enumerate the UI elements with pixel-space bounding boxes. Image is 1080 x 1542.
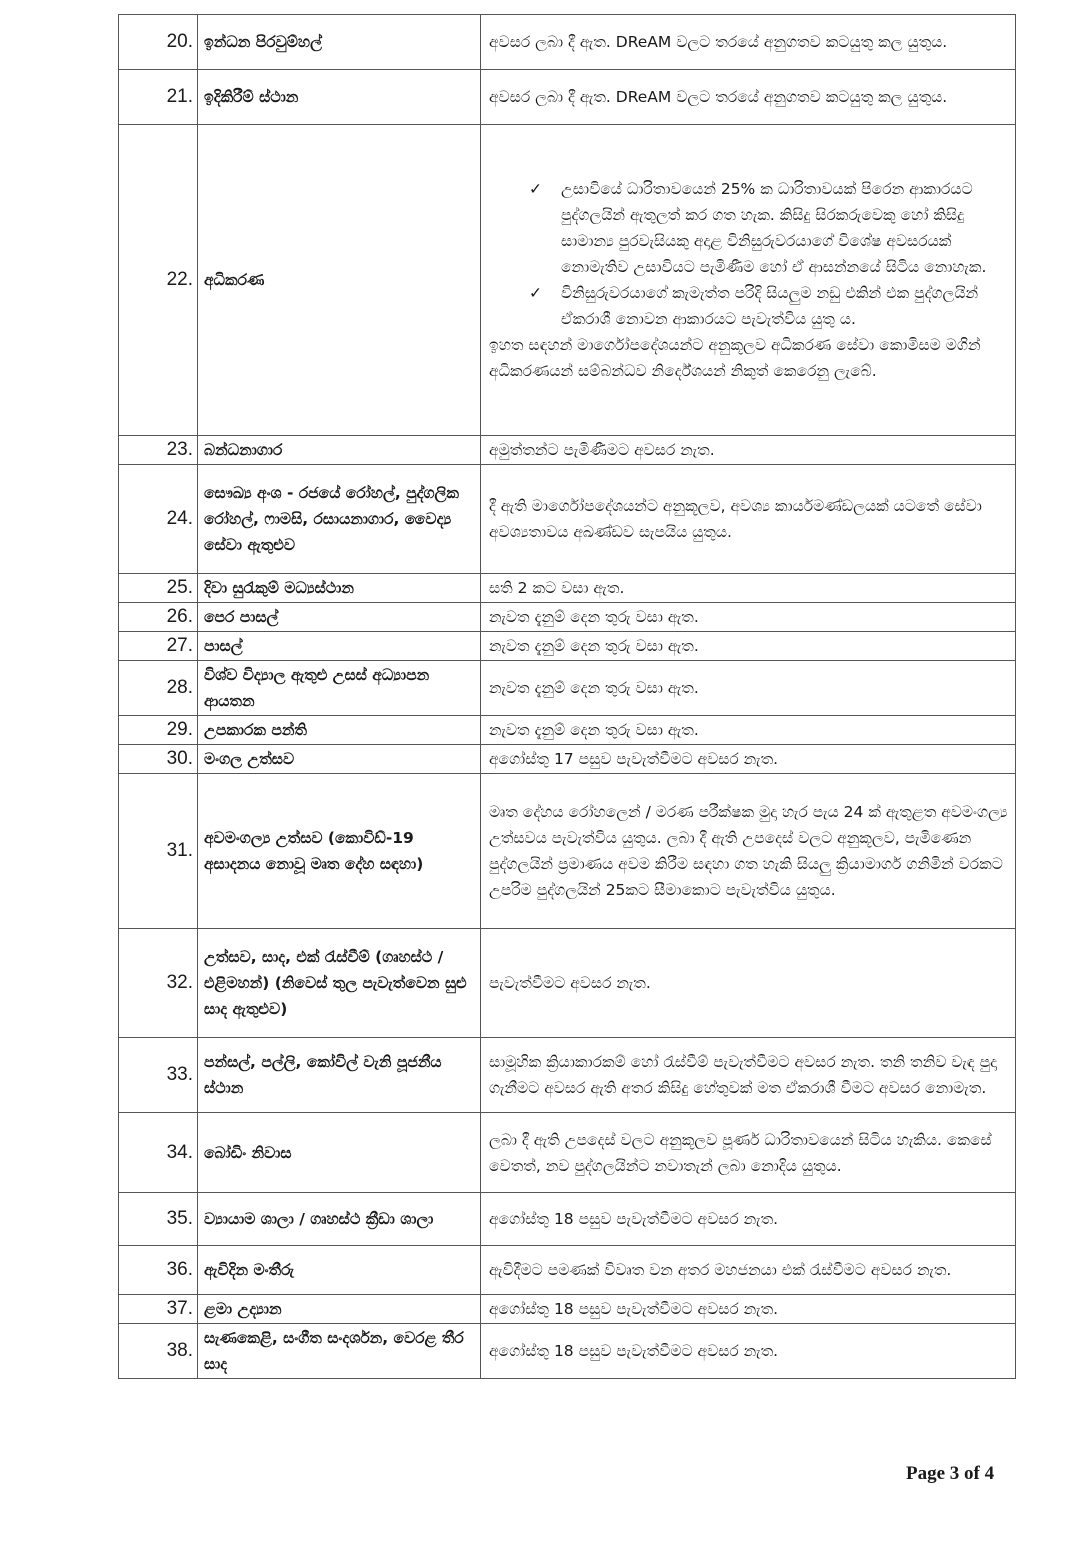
facility-name: පෙර පාසල් <box>198 603 481 632</box>
rule-bullet: ✓ උසාවියේ ධාරිතාවයෙන් 25% ක ධාරිතාවයක් පිරෙන ආකාරයට පුද්ගලයින් ඇතුලත් කර ගත හැක. කිසිදු සිරකරුවෙකු හෝ කිසිදු සාමාන්‍ය පුරවැසියකු අදාළ විනිසුරුවරයාගේ විශේෂ අවසරයක් නොමැතිව උසාවියට පැමිණීම හෝ ඒ ආසන්නයේ සිටිය නොහැක. <box>561 176 1009 280</box>
table-row <box>119 465 1016 574</box>
rule-text: නැවත දැනුම් දෙන තුරු වසා ඇත. <box>481 632 1016 661</box>
rule-text: අමුත්තන්ට පැමිණීමට අවසර නැත. <box>481 436 1016 465</box>
facility-name: උත්සව, සාද, එක් රැස්වීම් (ගෘහස්ථ / එළිමහන්) (නිවෙස් තුල පැවැත්වෙන සුළු සාද ඇතුළුව) <box>198 929 481 1038</box>
row-number: 21. <box>119 70 198 125</box>
table-row <box>119 1246 1016 1295</box>
row-number: 22. <box>119 125 198 436</box>
facility-name: ඇවිදින මංතීරු <box>198 1246 481 1295</box>
rule-text: අගෝස්තු 18 පසුව පැවැත්වීමට අවසර නැත. <box>481 1295 1016 1324</box>
rule-text: අගෝස්තු 18 පසුව පැවැත්වීමට අවසර නැත. <box>481 1324 1016 1379</box>
facility-name: උපකාරක පන්ති <box>198 716 481 745</box>
row-number: 34. <box>119 1113 198 1193</box>
row-number: 36. <box>119 1246 198 1295</box>
facility-name: අධිකරණ <box>198 125 481 436</box>
rule-text: දී ඇති මාර්ගෝපදේශයන්ට අනුකූලව, අවශ්‍ය කාර්යමණ්ඩලයක් යටතේ සේවා අවශ්‍යතාවය අඛණ්ඩව සැපයිය යුතුය. <box>481 465 1016 574</box>
table-row <box>119 774 1016 929</box>
row-number: 28. <box>119 661 198 716</box>
table-row <box>119 1324 1016 1379</box>
row-number: 27. <box>119 632 198 661</box>
rule-text: සති 2 කට වසා ඇත. <box>481 574 1016 603</box>
table-row <box>119 574 1016 603</box>
table-row <box>119 632 1016 661</box>
facility-name: සැණකෙළි, සංගීත සංදර්ශන, වෙරළ තීර සාද <box>198 1324 481 1379</box>
table-row <box>119 603 1016 632</box>
rule-text: ඇවිදීමට පමණක් විවෘත වන අතර මහජනයා එක් රැස්වීමට අවසර නැත. <box>481 1246 1016 1295</box>
facility-name: පන්සල්, පල්ලි, කෝවිල් වැනි පූජනීය ස්ථාන <box>198 1038 481 1113</box>
facility-name: මංගල උත්සව <box>198 745 481 774</box>
table-row <box>119 745 1016 774</box>
table-row <box>119 125 1016 436</box>
table-row <box>119 716 1016 745</box>
rule-note: ඉහත සඳහන් මාර්ගෝපදේශයන්ට අනුකූලව අධිකරණ සේවා කොමිසම මගින් අධිකරණයන් සම්බන්ධව නිර්දේශයන් නිකුත් කෙරෙනු ලැබේ. <box>489 336 981 380</box>
row-number: 29. <box>119 716 198 745</box>
rule-text: අවසර ලබා දී ඇත. DReAM වලට තරයේ අනුගතව කටයුතු කල යුතුය. <box>481 15 1016 70</box>
row-number: 23. <box>119 436 198 465</box>
facility-name: දිවා සුරැකුම් මධ්‍යස්ථාන <box>198 574 481 603</box>
facility-name: ව්‍යායාම ශාලා / ගෘහස්ථ ක්‍රීඩා ශාලා <box>198 1193 481 1246</box>
rule-text: සාමූහික ක්‍රියාකාරකම් හෝ රැස්වීම් පැවැත්වීමට අවසර නැත. තනි තනිව වැඳ පුදා ගැනීමට අවසර ඇති අතර කිසිදු හේතුවක් මත ඒකරාශී වීමට අවසර නොමැත. <box>481 1038 1016 1113</box>
row-number: 33. <box>119 1038 198 1113</box>
rule-text: නැවත දැනුම් දෙන තුරු වසා ඇත. <box>481 716 1016 745</box>
row-number: 32. <box>119 929 198 1038</box>
table-row <box>119 70 1016 125</box>
table-row <box>119 929 1016 1038</box>
facility-name: බෝඩිං නිවාස <box>198 1113 481 1193</box>
table-row <box>119 436 1016 465</box>
rule-text: නැවත දැනුම් දෙන තුරු වසා ඇත. <box>481 661 1016 716</box>
table-row <box>119 15 1016 70</box>
table-row <box>119 1113 1016 1193</box>
rule-text: අගෝස්තු 18 පසුව පැවැත්වීමට අවසර නැත. <box>481 1193 1016 1246</box>
rule-text: අවසර ලබා දී ඇත. DReAM වලට තරයේ අනුගතව කටයුතු කල යුතුය. <box>481 70 1016 125</box>
table-row <box>119 661 1016 716</box>
row-number: 24. <box>119 465 198 574</box>
facility-name: ළමා උද්‍යාන <box>198 1295 481 1324</box>
table-row <box>119 1295 1016 1324</box>
table-row <box>119 1038 1016 1113</box>
rule-text: පැවැත්වීමට අවසර නැත. <box>481 929 1016 1038</box>
facility-name: පාසල් <box>198 632 481 661</box>
rule-bullets <box>489 176 1009 332</box>
facility-name: සෞඛ්‍ය අංශ - රජයේ රෝහල්, පුද්ගලික රෝහල්, ෆාමසි, රසායනාගාර, වෛද්‍ය සේවා ඇතුළුව <box>198 465 481 574</box>
regulations-table <box>118 14 1016 1379</box>
rule-text: නැවත දැනුම් දෙන තුරු වසා ඇත. <box>481 603 1016 632</box>
row-number: 20. <box>119 15 198 70</box>
facility-name: ඉදිකිරීම් ස්ථාන <box>198 70 481 125</box>
row-number: 25. <box>119 574 198 603</box>
row-number: 26. <box>119 603 198 632</box>
row-number: 38. <box>119 1324 198 1379</box>
rule-text: මෘත දේහය රෝහලෙන් / මරණ පරීක්ෂක මුදා හැර පැය 24 ක් ඇතුළත අවමංගල්‍ය උත්සවය පැවැත්විය යුතුය. ලබා දී ඇති උපදෙස් වලට අනුකූලව, පැමිණෙන පුද්ගලයින් ප්‍රමාණය අවම කිරීම සඳහා ගත හැකි සියලු ක්‍රියාමාර්ග ගනිමින් වරකට උපරිම පුද්ගලයින් 25කට සීමාකොට පැවැත්විය යුතුය. <box>481 774 1016 929</box>
facility-name: අවමංගල්‍ය උත්සව (කොවිඩ්-19 අසාදනය නොවූ මෘත දේහ සඳහා) <box>198 774 481 929</box>
row-number: 37. <box>119 1295 198 1324</box>
facility-name: විශ්ව විද්‍යාල ඇතුළු උසස් අධ්‍යාපන ආයතන <box>198 661 481 716</box>
row-number: 31. <box>119 774 198 929</box>
page-number: Page 3 of 4 <box>906 1463 995 1484</box>
rule-text <box>481 125 1016 436</box>
facility-name: බන්ධනාගාර <box>198 436 481 465</box>
rule-bullet: ✓ විනිසුරුවරයාගේ කැමැත්ත පරිදි සියලුම නඩු එකින් එක පුද්ගලයින් ඒකරාශී නොවන ආකාරයට පැවැත්විය යුතු ය. <box>561 280 1009 332</box>
table-row <box>119 1193 1016 1246</box>
rule-text: අගෝස්තු 17 පසුව පැවැත්වීමට අවසර නැත. <box>481 745 1016 774</box>
facility-name: ඉන්ධන පිරවුම්හල් <box>198 15 481 70</box>
rule-text: ලබා දී ඇති උපදෙස් වලට අනුකූලව පූර්ණ ධාරිතාවයෙන් සිටිය හැකිය. කෙසේ වෙතත්, නව පුද්ගලයින්ට නවාතැන් ලබා නොදිය යුතුය. <box>481 1113 1016 1193</box>
row-number: 35. <box>119 1193 198 1246</box>
row-number: 30. <box>119 745 198 774</box>
